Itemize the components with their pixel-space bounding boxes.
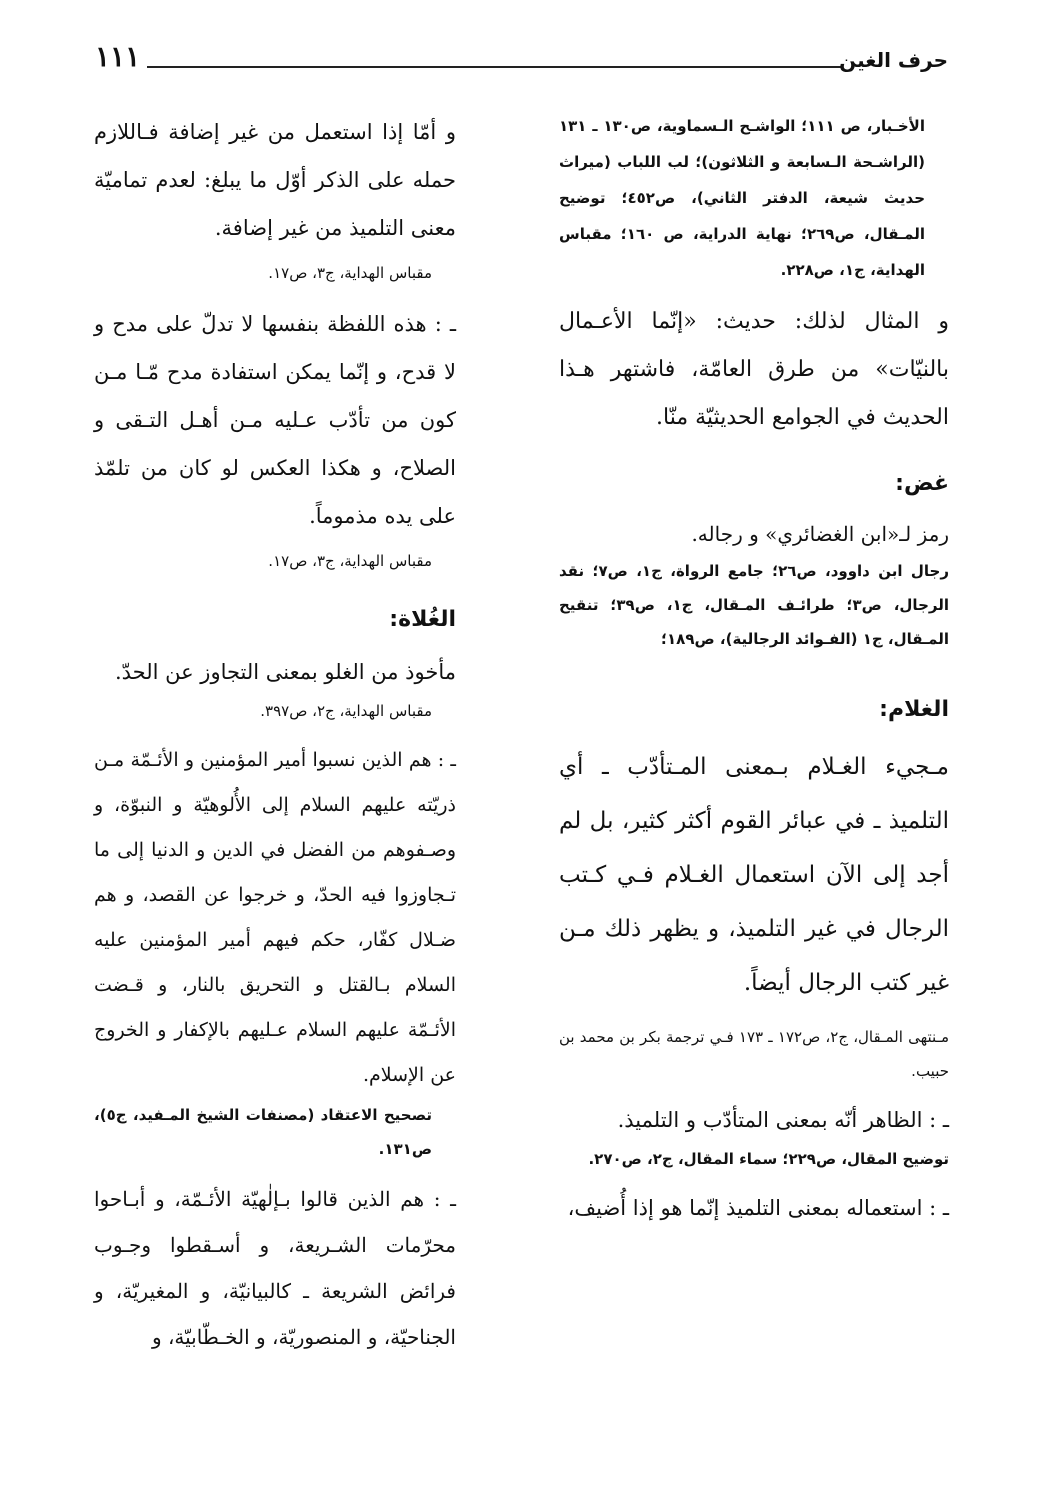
page-header	[95, 36, 948, 76]
ghulat-definition-reference: مقباس الهداية، ج٢، ص٣٩٧.	[260, 702, 432, 720]
ghulat-item-2-reference: تصحيح الاعتقاد (مصنفات الشيخ المـفيد، ج٥)، ص١٣١.	[94, 1106, 432, 1158]
ghulat-item-3: ـ : هم الذين قالوا بـإلٰهيّة الأئـمّة، و أبـاحوا محرّمات الشـريعة، و أسـقطوا وجـوب فرائض الشريعة ـ كالبيانيّة، و المغيريّة، و الجناحيّة، و المنصوريّة، و الخـطّابيّة، و	[94, 1187, 456, 1349]
ghulam-reference: مـنتهى المـقال، ج٢، ص١٧٢ ـ ١٧٣ فـي ترجمة بكر بن محمد بن حبيب.	[559, 1028, 949, 1080]
ghulam-item-2-reference: توضيح المقال، ص٢٢٩؛ سماء المقال، ج٢، ص٢٧٠.	[588, 1150, 949, 1168]
term-heading-ghulam: الغلام:	[879, 697, 949, 722]
continuation-reference: مقباس الهداية، ج٣، ص١٧.	[268, 264, 432, 282]
running-title: حرف الغين	[839, 48, 948, 72]
ghulat-item-2: ـ : هم الذين نسبوا أمير المؤمنين و الأئـمّة مـن ذريّته عليهم السلام إلى الأُلوهيّة و النبوّة، و وصـفوهم من الفضل في الدين و الدنيا إلى ما تـجاوزوا فيه الحدّ، و خرجوا عن القصد، و هم ضـلال كفّار، حكم فيهم أمير المؤمنين عليه السلام بـالقتل و التحريق بالنار، و قـضت الأئـمّة عليهم السلام عـليهم بالإكفار و الخروج عن الإسلام.	[94, 749, 456, 1086]
ghulam-paragraph: مـجيء الغـلام بـمعنى المـتأدّب ـ أي التلميذ ـ في عبائر القوم أكثر كثير، بل لم أجد إلى الآن استعمال الغـلام فـي كـتب الرجال في غير التلميذ، و يظهر ذلك مـن غير كتب الرجال أيضاً.	[559, 754, 949, 996]
continuation-paragraph: و أمّا إذا استعمل من غير إضافة فـاللازم حمله على الذكر أوّل ما يبلغ: لعدم تماميّة معنى التلميذ من غير إضافة.	[94, 120, 456, 240]
right-column	[559, 108, 949, 1230]
header-rule	[147, 66, 843, 68]
ghulam-item-4: ـ : هذه اللفظة بنفسها لا تدلّ على مدح و لا قدح، و إنّما يمكن استفادة مدح مّـا مـن كون من تأدّب عـليه مـن أهـل التـقى و الصلاح، و هكذا العكس لو كان من تلمّذ على يده مذموماً.	[94, 312, 456, 528]
left-column	[94, 108, 456, 1360]
ghulam-item-2: ـ : الظاهر أنّه بمعنى المتأدّب و التلميذ.	[617, 1108, 949, 1132]
ghulam-item-3: ـ : استعماله بمعنى التلميذ إنّما هو إذا أُضيف،	[567, 1196, 949, 1220]
ghad-definition: رمز لـ«ابن الغضائري» و رجاله.	[691, 522, 949, 546]
page-number: ١١١	[95, 40, 141, 73]
example-paragraph: و المثال لذلك: حديث: «إنّما الأعـمال بالنيّات» من طرق العامّة، فاشتهر هـذا الحديث في الجوامع الحديثيّة منّا.	[559, 309, 949, 430]
term-heading-ghad: غض:	[895, 471, 949, 496]
term-heading-ghulat: الغُلاة:	[389, 607, 456, 632]
ghad-references: رجال ابن داوود، ص٢٦؛ جامع الرواة، ج١، ص٧؛ نقد الرجال، ص٣؛ طرائـف المـقال، ج١، ص٣٩؛ تنقيح المـقال، ج١ (الفـوائد الرجالية)، ص١٨٩؛	[559, 562, 950, 648]
reference-continuation: الأخـبار، ص ١١١؛ الواشـح الـسماوية، ص١٣٠ ـ ١٣١ (الراشـحة الـسابعة و الثلاثون)؛ لب اللباب (ميراث حديث شيعة، الدفتر الثاني)، ص٤٥٢؛ توضيح المـقال، ص٢٦٩؛ نهاية الدراية، ص ١٦٠؛ مقباس الهداية، ج١، ص٢٢٨.	[559, 117, 926, 279]
ghulam-item-4-reference: مقباس الهداية، ج٣، ص١٧.	[268, 552, 432, 570]
ghulat-definition: مأخوذ من الغلو بمعنى التجاوز عن الحدّ.	[114, 660, 456, 684]
